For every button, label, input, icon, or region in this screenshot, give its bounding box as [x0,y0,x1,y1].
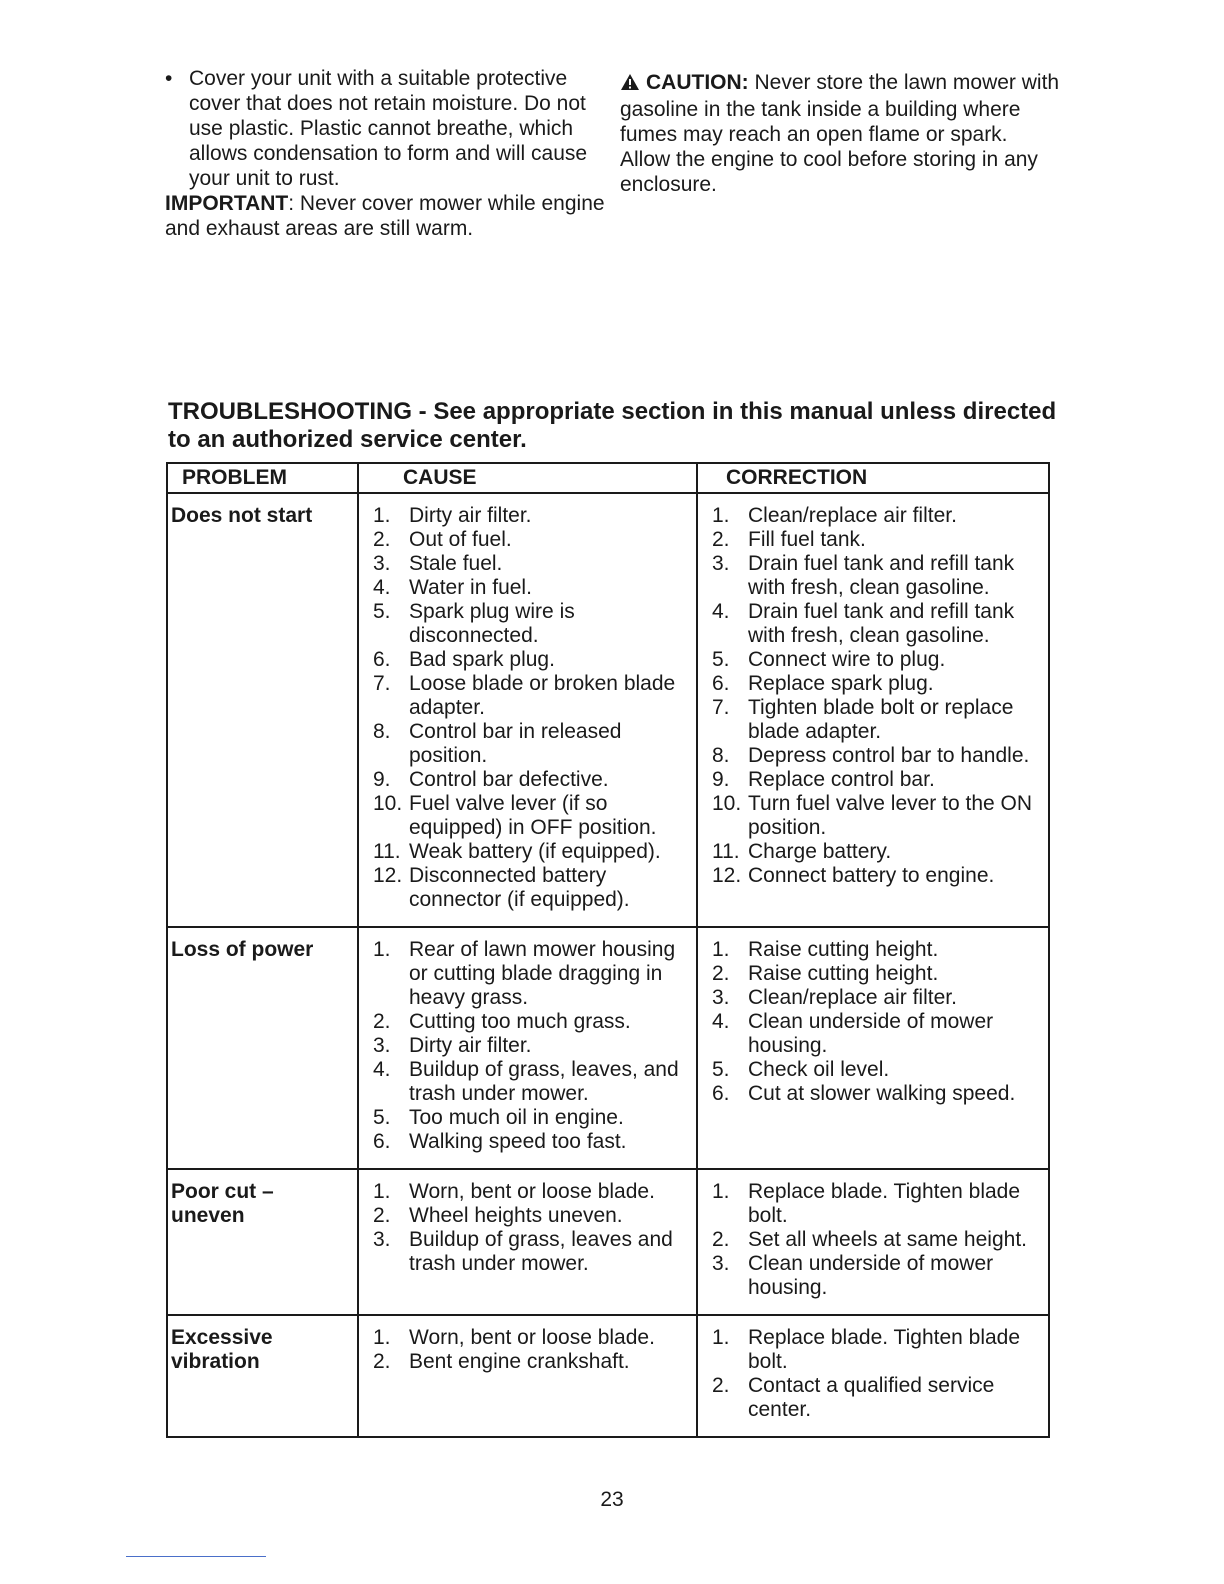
correction-item [712,1252,1044,1300]
item-text: Fill fuel tank. [748,528,866,551]
cause-item [373,1106,692,1130]
storage-bullet-text: Cover your unit with a suitable protective cover that does not retain moisture. Do not use plastic. Plastic cannot breathe, which allows condensation to form and will cause your unit to rust. [189,67,588,190]
correction-item [712,986,1044,1010]
item-text: Too much oil in engine. [409,1106,624,1129]
item-text: Clean underside of mower housing. [748,1252,994,1299]
cause-item [373,864,692,912]
warning-triangle-icon [620,72,640,97]
problem-cell: Excessive vibration [167,1315,358,1437]
item-text: Replace blade. Tighten blade bolt. [748,1180,1021,1227]
item-number: 10. [712,792,742,815]
correction-item [712,962,1044,986]
item-number: 5. [712,648,730,671]
item-number: 4. [373,1058,391,1081]
cause-item [373,1326,692,1350]
item-number: 1. [373,1180,391,1203]
header-correction: CORRECTION [697,463,1049,493]
item-number: 6. [373,648,391,671]
correction-item [712,1326,1044,1374]
cause-cell [358,927,697,1169]
correction-item [712,840,1044,864]
cause-cell [358,1169,697,1315]
item-number: 6. [373,1130,391,1153]
cause-item [373,1058,692,1106]
item-number: 8. [712,744,730,767]
item-number: 1. [712,938,730,961]
item-text: Weak battery (if equipped). [409,840,661,863]
cause-item [373,1350,692,1374]
item-text: Walking speed too fast. [409,1130,627,1153]
item-number: 6. [712,1082,730,1105]
cause-item [373,792,692,840]
problem-cell: Poor cut – uneven [167,1169,358,1315]
cause-item [373,552,692,576]
correction-item [712,938,1044,962]
item-text: Turn fuel valve lever to the ON position. [748,792,1033,839]
item-text: Raise cutting height. [748,938,939,961]
item-text: Out of fuel. [409,528,512,551]
problem-cell: Does not start [167,493,358,927]
item-number: 2. [712,962,730,985]
item-text: Buildup of grass, leaves and trash under mower. [409,1228,673,1275]
item-text: Disconnected battery connector (if equipped). [409,864,630,911]
correction-item [712,648,1044,672]
correction-item [712,792,1044,840]
important-text: : Never cover mower while engine and exhaust areas are still warm. [165,192,605,240]
item-number: 2. [712,528,730,551]
item-number: 1. [712,1180,730,1203]
cause-cell [358,1315,697,1437]
item-number: 4. [712,600,730,623]
correction-item [712,528,1044,552]
correction-item [712,504,1044,528]
item-text: Cutting too much grass. [409,1010,631,1033]
item-text: Worn, bent or loose blade. [409,1326,655,1349]
item-number: 5. [373,1106,391,1129]
item-number: 7. [712,696,730,719]
item-text: Loose blade or broken blade adapter. [409,672,676,719]
table-row [167,493,1049,927]
cause-item [373,504,692,528]
table-header-row [167,463,1049,493]
item-number: 3. [712,552,730,575]
correction-item [712,1374,1044,1422]
correction-item [712,768,1044,792]
item-number: 5. [373,600,391,623]
item-number: 4. [373,576,391,599]
correction-item [712,1082,1044,1106]
troubleshooting-title: TROUBLESHOOTING - See appropriate section in this manual unless directed to an authorized service center. [168,398,1057,453]
cause-item [373,1010,692,1034]
cause-item [373,648,692,672]
item-number: 3. [373,1228,391,1251]
caution-text: Never store the lawn mower with gasoline in the tank inside a building where fumes may reach an open flame or spark. Allow the engine to cool before storing in any enclosure. [620,71,1060,196]
table-row [167,1315,1049,1437]
item-text: Bad spark plug. [409,648,555,671]
correction-item [712,1228,1044,1252]
item-number: 10. [373,792,403,815]
item-text: Connect battery to engine. [748,864,995,887]
item-number: 11. [712,840,740,863]
item-number: 2. [373,1350,391,1373]
correction-item [712,1180,1044,1228]
item-number: 3. [712,1252,730,1275]
footer-divider [126,1556,266,1557]
important-note [165,191,605,241]
item-number: 12. [712,864,742,887]
item-text: Tighten blade bolt or replace blade adapter. [748,696,1014,743]
table-row [167,927,1049,1169]
table-row [167,1169,1049,1315]
page-number: 23 [600,1488,624,1511]
correction-cell [697,1315,1049,1437]
item-number: 2. [712,1228,730,1251]
cause-item [373,720,692,768]
item-text: Control bar in released position. [409,720,622,767]
important-label: IMPORTANT [165,192,289,215]
correction-item [712,552,1044,600]
item-text: Replace control bar. [748,768,935,791]
item-text: Bent engine crankshaft. [409,1350,630,1373]
item-number: 4. [712,1010,730,1033]
cause-item [373,576,692,600]
item-number: 1. [373,1326,391,1349]
item-number: 3. [712,986,730,1009]
correction-item [712,864,1044,888]
item-text: Cut at slower walking speed. [748,1082,1016,1105]
cause-item [373,1130,692,1154]
item-text: Wheel heights uneven. [409,1204,623,1227]
table-body [167,493,1049,1437]
item-text: Contact a qualified service center. [748,1374,995,1421]
item-text: Set all wheels at same height. [748,1228,1027,1251]
item-text: Replace blade. Tighten blade bolt. [748,1326,1021,1373]
item-text: Drain fuel tank and refill tank with fresh, clean gasoline. [748,552,1015,599]
header-problem: PROBLEM [167,463,358,493]
cause-item [373,528,692,552]
cause-item [373,1034,692,1058]
item-text: Clean underside of mower housing. [748,1010,994,1057]
item-text: Raise cutting height. [748,962,939,985]
item-number: 6. [712,672,730,695]
cause-item [373,672,692,720]
storage-bullet [165,66,605,191]
correction-item [712,672,1044,696]
item-text: Rear of lawn mower housing or cutting blade dragging in heavy grass. [409,938,676,1009]
item-number: 1. [712,1326,730,1349]
problem-cell: Loss of power [167,927,358,1169]
storage-instructions [165,66,605,241]
item-number: 2. [373,1010,391,1033]
item-text: Dirty air filter. [409,504,532,527]
item-number: 3. [373,552,391,575]
troubleshooting-table [166,462,1050,1438]
cause-cell [358,493,697,927]
item-number: 2. [373,528,391,551]
cause-item [373,768,692,792]
item-text: Spark plug wire is disconnected. [409,600,575,647]
item-text: Dirty air filter. [409,1034,532,1057]
correction-cell [697,1169,1049,1315]
item-text: Worn, bent or loose blade. [409,1180,655,1203]
item-text: Buildup of grass, leaves, and trash under mower. [409,1058,679,1105]
item-text: Clean/replace air filter. [748,504,957,527]
cause-item [373,1228,692,1276]
cause-item [373,600,692,648]
caution-note [620,70,1060,197]
item-number: 7. [373,672,391,695]
item-text: Drain fuel tank and refill tank with fresh, clean gasoline. [748,600,1015,647]
item-number: 1. [712,504,730,527]
correction-cell [697,493,1049,927]
item-number: 3. [373,1034,391,1057]
item-number: 1. [373,504,391,527]
item-text: Stale fuel. [409,552,503,575]
correction-item [712,600,1044,648]
item-number: 8. [373,720,391,743]
caution-label: CAUTION: [646,71,749,94]
item-number: 5. [712,1058,730,1081]
item-text: Fuel valve lever (if so equipped) in OFF position. [409,792,657,839]
item-text: Check oil level. [748,1058,890,1081]
item-number: 9. [373,768,391,791]
correction-item [712,1058,1044,1082]
item-text: Replace spark plug. [748,672,934,695]
cause-item [373,1180,692,1204]
item-number: 2. [373,1204,391,1227]
correction-item [712,1010,1044,1058]
item-number: 9. [712,768,730,791]
item-text: Depress control bar to handle. [748,744,1030,767]
header-cause: CAUSE [358,463,697,493]
item-text: Connect wire to plug. [748,648,946,671]
item-number: 2. [712,1374,730,1397]
item-text: Clean/replace air filter. [748,986,957,1009]
correction-cell [697,927,1049,1169]
cause-item [373,1204,692,1228]
cause-item [373,840,692,864]
cause-item [373,938,692,1010]
bullet-dot-icon: • [165,67,173,90]
item-number: 12. [373,864,403,887]
item-text: Charge battery. [748,840,892,863]
item-number: 1. [373,938,391,961]
item-number: 11. [373,840,401,863]
item-text: Water in fuel. [409,576,532,599]
correction-item [712,744,1044,768]
correction-item [712,696,1044,744]
item-text: Control bar defective. [409,768,609,791]
